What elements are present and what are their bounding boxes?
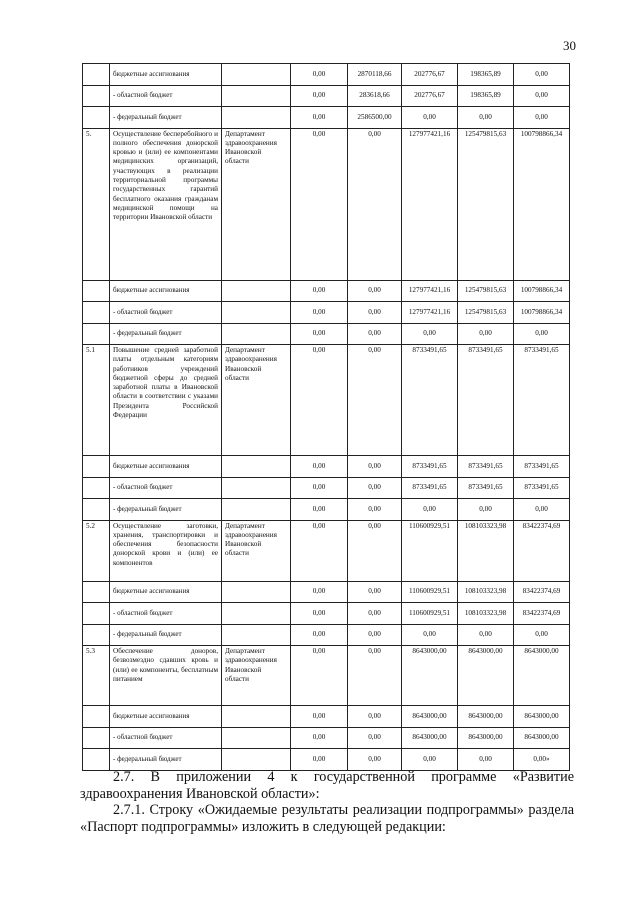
table-row-funding xyxy=(83,706,570,728)
cell-amount: 0,00 xyxy=(514,323,570,345)
cell-activity-name: Обеспечение доноров, безвозмездно сдавших кровь и (или) ее компоненты, бесплатным питанием xyxy=(110,646,222,706)
cell-funding-source: - федеральный бюджет xyxy=(110,107,222,129)
cell-funding-source: бюджетные ассигнования xyxy=(110,280,222,302)
cell-executor xyxy=(222,280,291,302)
cell-executor: Департамент здравоохранения Ивановской области xyxy=(222,646,291,706)
cell-amount: 0,00 xyxy=(348,302,402,324)
cell-funding-source: - областной бюджет xyxy=(110,603,222,625)
cell-amount: 100798866,34 xyxy=(514,280,570,302)
cell-amount: 110600929,51 xyxy=(402,581,458,603)
cell-funding-source: - областной бюджет xyxy=(110,302,222,324)
cell-amount: 0,00 xyxy=(348,345,402,456)
cell-amount: 8733491,65 xyxy=(402,477,458,499)
cell-amount: 8643000,00 xyxy=(514,646,570,706)
table-row-funding xyxy=(83,302,570,324)
cell-amount: 0,00 xyxy=(291,456,348,478)
cell-executor xyxy=(222,581,291,603)
cell-amount: 0,00» xyxy=(514,749,570,771)
table-row-funding xyxy=(83,323,570,345)
cell-amount: 108103323,98 xyxy=(458,581,514,603)
page-number: 30 xyxy=(563,38,576,53)
cell-amount: 0,00 xyxy=(458,624,514,646)
cell-amount: 2586500,00 xyxy=(348,107,402,129)
cell-amount: 0,00 xyxy=(348,749,402,771)
cell-row-number xyxy=(83,706,110,728)
cell-funding-source: бюджетные ассигнования xyxy=(110,64,222,86)
cell-amount: 0,00 xyxy=(458,323,514,345)
cell-amount: 8733491,65 xyxy=(458,456,514,478)
cell-amount: 0,00 xyxy=(402,749,458,771)
table-row-funding xyxy=(83,499,570,521)
cell-amount: 127977421,16 xyxy=(402,128,458,280)
cell-amount: 0,00 xyxy=(291,345,348,456)
table-row-funding xyxy=(83,624,570,646)
cell-row-number xyxy=(83,280,110,302)
cell-activity-name: Осуществление бесперебойного и полного обеспечения донорской кровью и (или) ее компонентами медицинских организаций, участвующих в реализации территориальной программы государственных гарантий бесплатного оказания гражданам медицинской помощи на территории Ивановской области xyxy=(110,128,222,280)
table-row-funding xyxy=(83,107,570,129)
cell-amount: 0,00 xyxy=(458,749,514,771)
cell-amount: 83422374,69 xyxy=(514,603,570,625)
cell-amount: 0,00 xyxy=(291,302,348,324)
cell-activity-name: Осуществление заготовки, хранения, транспортировки и обеспечения безопасности донорской крови и (или) ее компонентов xyxy=(110,520,222,581)
cell-amount: 0,00 xyxy=(514,624,570,646)
cell-amount: 0,00 xyxy=(458,499,514,521)
cell-amount: 0,00 xyxy=(291,603,348,625)
table-row-funding xyxy=(83,603,570,625)
cell-amount: 0,00 xyxy=(348,280,402,302)
cell-row-number: 5. xyxy=(83,128,110,280)
cell-amount: 0,00 xyxy=(291,646,348,706)
cell-amount: 125479815,63 xyxy=(458,128,514,280)
cell-amount: 2870118,66 xyxy=(348,64,402,86)
cell-amount: 8733491,65 xyxy=(514,456,570,478)
paragraph-2-7-1: 2.7.1. Строку «Ожидаемые результаты реализации подпрограммы» раздела «Паспорт подпрограммы» изложить в следующей редакции: xyxy=(80,802,574,835)
cell-amount: 83422374,69 xyxy=(514,520,570,581)
cell-row-number xyxy=(83,749,110,771)
cell-amount: 0,00 xyxy=(348,477,402,499)
cell-amount: 0,00 xyxy=(291,727,348,749)
cell-executor xyxy=(222,706,291,728)
cell-executor xyxy=(222,603,291,625)
table-row-activity xyxy=(83,646,570,706)
cell-amount: 0,00 xyxy=(348,581,402,603)
cell-amount: 0,00 xyxy=(291,280,348,302)
cell-amount: 0,00 xyxy=(348,128,402,280)
cell-amount: 0,00 xyxy=(402,499,458,521)
cell-executor xyxy=(222,477,291,499)
cell-amount: 0,00 xyxy=(514,64,570,86)
cell-amount: 0,00 xyxy=(348,499,402,521)
cell-amount: 0,00 xyxy=(291,581,348,603)
cell-executor xyxy=(222,456,291,478)
cell-amount: 110600929,51 xyxy=(402,603,458,625)
cell-amount: 0,00 xyxy=(291,85,348,107)
cell-funding-source: - федеральный бюджет xyxy=(110,749,222,771)
cell-row-number xyxy=(83,302,110,324)
cell-amount: 0,00 xyxy=(291,128,348,280)
cell-amount: 0,00 xyxy=(291,520,348,581)
cell-amount: 0,00 xyxy=(291,477,348,499)
cell-row-number xyxy=(83,499,110,521)
cell-amount: 125479815,63 xyxy=(458,302,514,324)
table-row-activity xyxy=(83,520,570,581)
table-row-activity xyxy=(83,345,570,456)
table-row-funding xyxy=(83,581,570,603)
cell-amount: 0,00 xyxy=(348,603,402,625)
cell-executor xyxy=(222,727,291,749)
cell-amount: 198365,89 xyxy=(458,85,514,107)
cell-amount: 0,00 xyxy=(348,706,402,728)
cell-amount: 108103323,98 xyxy=(458,520,514,581)
cell-funding-source: бюджетные ассигнования xyxy=(110,456,222,478)
cell-funding-source: - областной бюджет xyxy=(110,85,222,107)
cell-row-number xyxy=(83,624,110,646)
cell-amount: 8643000,00 xyxy=(514,727,570,749)
cell-amount: 8733491,65 xyxy=(514,477,570,499)
cell-row-number: 5.2 xyxy=(83,520,110,581)
cell-amount: 0,00 xyxy=(348,520,402,581)
cell-row-number: 5.3 xyxy=(83,646,110,706)
cell-amount: 0,00 xyxy=(348,624,402,646)
cell-executor xyxy=(222,499,291,521)
cell-executor xyxy=(222,302,291,324)
cell-amount: 83422374,69 xyxy=(514,581,570,603)
cell-amount: 0,00 xyxy=(291,323,348,345)
table-row-funding xyxy=(83,64,570,86)
cell-amount: 0,00 xyxy=(348,727,402,749)
table-row-funding xyxy=(83,85,570,107)
cell-amount: 0,00 xyxy=(402,323,458,345)
cell-row-number xyxy=(83,581,110,603)
cell-amount: 0,00 xyxy=(291,749,348,771)
cell-amount: 0,00 xyxy=(514,499,570,521)
cell-row-number xyxy=(83,85,110,107)
cell-amount: 0,00 xyxy=(291,499,348,521)
cell-executor xyxy=(222,624,291,646)
cell-amount: 127977421,16 xyxy=(402,280,458,302)
table-row-funding xyxy=(83,749,570,771)
cell-funding-source: бюджетные ассигнования xyxy=(110,581,222,603)
cell-amount: 8643000,00 xyxy=(458,646,514,706)
cell-row-number xyxy=(83,603,110,625)
cell-amount: 8643000,00 xyxy=(514,706,570,728)
cell-row-number xyxy=(83,456,110,478)
cell-amount: 0,00 xyxy=(348,646,402,706)
cell-amount: 8643000,00 xyxy=(458,706,514,728)
cell-row-number: 5.1 xyxy=(83,345,110,456)
cell-funding-source: - федеральный бюджет xyxy=(110,624,222,646)
paragraph-2-7: 2.7. В приложении 4 к государственной программе «Развитие здравоохранения Ивановской области»: xyxy=(80,769,574,802)
cell-amount: 100798866,34 xyxy=(514,128,570,280)
table-row-funding xyxy=(83,280,570,302)
cell-amount: 8643000,00 xyxy=(402,706,458,728)
cell-amount: 0,00 xyxy=(291,706,348,728)
cell-amount: 0,00 xyxy=(291,64,348,86)
table-row-funding xyxy=(83,477,570,499)
cell-amount: 127977421,16 xyxy=(402,302,458,324)
cell-amount: 108103323,98 xyxy=(458,603,514,625)
cell-executor xyxy=(222,323,291,345)
cell-amount: 0,00 xyxy=(514,85,570,107)
cell-row-number xyxy=(83,477,110,499)
cell-amount: 110600929,51 xyxy=(402,520,458,581)
cell-amount: 8643000,00 xyxy=(402,727,458,749)
cell-executor xyxy=(222,64,291,86)
cell-executor xyxy=(222,85,291,107)
cell-executor: Департамент здравоохранения Ивановской области xyxy=(222,520,291,581)
cell-funding-source: бюджетные ассигнования xyxy=(110,706,222,728)
cell-amount: 283618,66 xyxy=(348,85,402,107)
cell-amount: 8643000,00 xyxy=(458,727,514,749)
cell-executor: Департамент здравоохранения Ивановской области xyxy=(222,345,291,456)
cell-executor xyxy=(222,749,291,771)
cell-row-number xyxy=(83,323,110,345)
cell-funding-source: - областной бюджет xyxy=(110,477,222,499)
cell-amount: 8733491,65 xyxy=(458,477,514,499)
cell-amount: 0,00 xyxy=(291,624,348,646)
cell-executor: Департамент здравоохранения Ивановской области xyxy=(222,128,291,280)
cell-funding-source: - федеральный бюджет xyxy=(110,323,222,345)
table-row-activity xyxy=(83,128,570,280)
cell-executor xyxy=(222,107,291,129)
cell-amount: 8733491,65 xyxy=(402,345,458,456)
table-row-funding xyxy=(83,456,570,478)
cell-amount: 0,00 xyxy=(402,107,458,129)
cell-activity-name: Повышение средней заработной платы отдельным категориям работников учреждений бюджетной сферы до средней заработной платы в Ивановской области в соответствии с указами Президента Российской Федерации xyxy=(110,345,222,456)
cell-amount: 0,00 xyxy=(402,624,458,646)
cell-funding-source: - федеральный бюджет xyxy=(110,499,222,521)
cell-amount: 202776,67 xyxy=(402,64,458,86)
cell-amount: 0,00 xyxy=(348,323,402,345)
cell-amount: 0,00 xyxy=(458,107,514,129)
cell-row-number xyxy=(83,107,110,129)
cell-row-number xyxy=(83,64,110,86)
cell-amount: 8733491,65 xyxy=(514,345,570,456)
cell-amount: 0,00 xyxy=(514,107,570,129)
cell-funding-source: - областной бюджет xyxy=(110,727,222,749)
cell-amount: 125479815,63 xyxy=(458,280,514,302)
budget-table xyxy=(82,63,570,771)
cell-row-number xyxy=(83,727,110,749)
cell-amount: 8643000,00 xyxy=(402,646,458,706)
cell-amount: 8733491,65 xyxy=(402,456,458,478)
cell-amount: 198365,89 xyxy=(458,64,514,86)
table-row-funding xyxy=(83,727,570,749)
cell-amount: 100798866,34 xyxy=(514,302,570,324)
cell-amount: 202776,67 xyxy=(402,85,458,107)
cell-amount: 8733491,65 xyxy=(458,345,514,456)
cell-amount: 0,00 xyxy=(291,107,348,129)
cell-amount: 0,00 xyxy=(348,456,402,478)
